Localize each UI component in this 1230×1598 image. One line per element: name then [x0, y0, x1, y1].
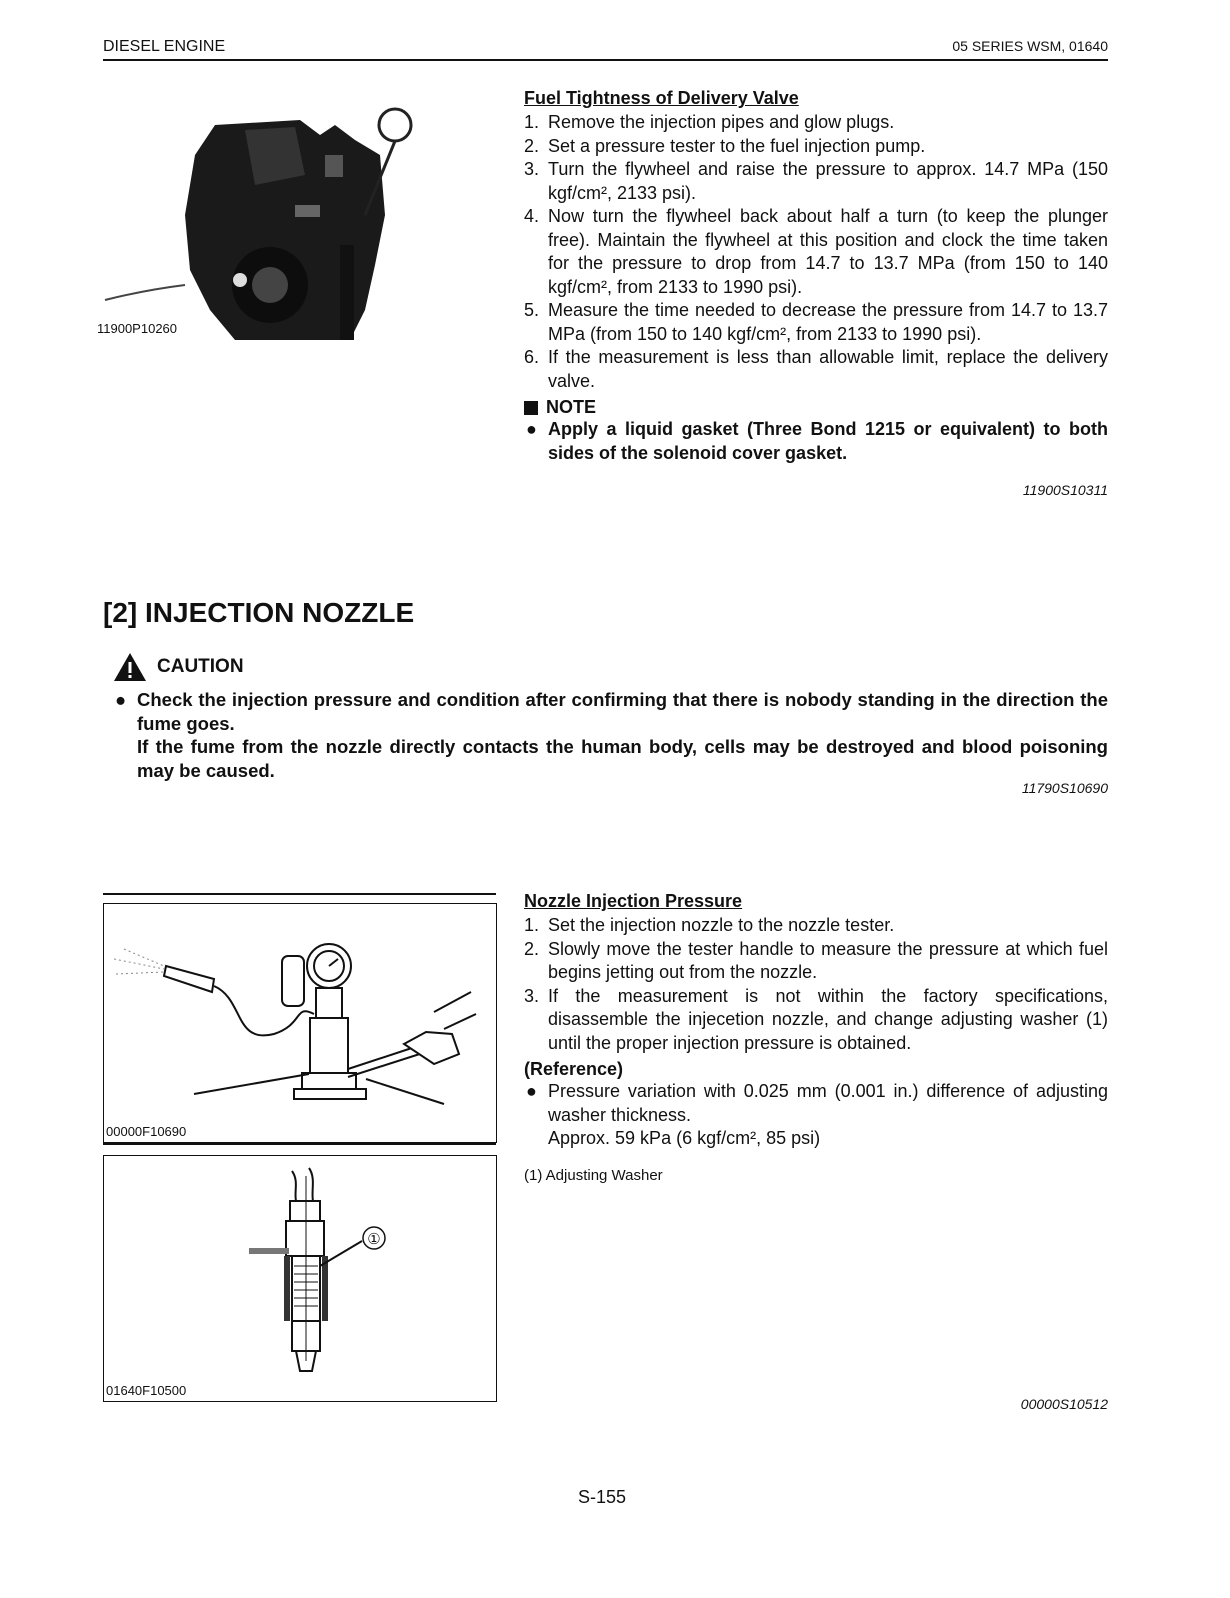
nozzle-pressure-code: 00000S10512: [1020, 1396, 1108, 1412]
step-item: 1. Set the injection nozzle to the nozzle tester.: [524, 915, 895, 935]
nozzle-section-drawing: [104, 1156, 496, 1401]
bullet-icon: ●: [526, 1081, 537, 1101]
step-item: 2. Slowly move the tester handle to measure the pressure at which fuel begins jetting out from the nozzle.: [524, 938, 1108, 982]
figure1-label: 11900P10260: [97, 321, 178, 336]
step-item: 1. Remove the injection pipes and glow plugs.: [524, 112, 895, 132]
reference-text: ● Pressure variation with 0.025 mm (0.001 in.) difference of adjusting washer thickness.: [526, 1081, 1108, 1125]
note-square-icon: [524, 401, 538, 415]
note-heading: NOTE: [524, 397, 1108, 418]
reference-label: (Reference): [524, 1059, 624, 1079]
bullet-icon: ●: [526, 419, 537, 439]
nozzle-pressure-section: [524, 891, 1108, 1184]
header-series: 05 SERIES WSM, 01640: [952, 38, 1108, 54]
nozzle-section-figure: [103, 1155, 497, 1402]
caution-text: ● Check the injection pressure and condition after confirming that there is nobody standing in the direction the fume goes.: [115, 689, 1108, 734]
delivery-valve-steps: [524, 111, 1108, 393]
bullet-icon: ●: [115, 689, 127, 710]
header-title: DIESEL ENGINE: [103, 38, 226, 55]
step-item: 2. Set a pressure tester to the fuel injection pump.: [524, 135, 926, 156]
step-item: 3. Turn the flywheel and raise the pressure to approx. 14.7 MPa (150 kgf/cm², 2133 psi).: [524, 159, 1108, 203]
nozzle-tester-figure: [103, 903, 497, 1143]
figure2-top-rule: [103, 893, 496, 895]
figure2-label: 00000F10690: [106, 1124, 187, 1139]
figure3-label: 01640F10500: [106, 1383, 187, 1398]
warning-triangle-icon: [113, 652, 147, 682]
delivery-valve-title: Fuel Tightness of Delivery Valve: [524, 88, 799, 108]
nozzle-tester-drawing: [104, 904, 496, 1142]
reference-value: Approx. 59 kPa (6 kgf/cm², 85 psi): [548, 1128, 821, 1148]
header-rule: [103, 59, 1108, 61]
note-text: ● Apply a liquid gasket (Three Bond 1215 or equivalent) to both sides of the solenoid cover gasket.: [526, 419, 1108, 463]
step-item: 3. If the measurement is not within the factory specifications, disassemble the injecetion nozzle, and change adjusting washer (1) until the proper injection pressure is obtained.: [524, 985, 1108, 1053]
step-item: 5. Measure the time needed to decrease the pressure from 14.7 to 13.7 MPa (from 150 to 140 kgf/cm², from 2133 to 1990 psi).: [524, 300, 1108, 344]
nozzle-pressure-steps: [524, 914, 1108, 1055]
delivery-valve-code: 11900S10311: [1022, 482, 1108, 498]
caution-text-2: If the fume from the nozzle directly contacts the human body, cells may be destroyed and blood poisoning may be caused.: [137, 736, 1108, 781]
caution-body: [113, 688, 1108, 782]
page-number: S-155: [578, 1487, 627, 1507]
section-heading: [2] INJECTION NOZZLE: [103, 597, 415, 628]
delivery-valve-section: [524, 88, 1108, 465]
step-item: 6. If the measurement is less than allowable limit, replace the delivery valve.: [524, 347, 1108, 391]
caution-code: 11790S10690: [1021, 780, 1108, 796]
figure-legend: (1) Adjusting Washer: [524, 1166, 663, 1184]
callout-number: ①: [367, 1231, 381, 1248]
figure2-bottom-rule: [103, 1143, 496, 1145]
engine-photo: [95, 95, 425, 350]
caution-heading: CAUTION: [113, 652, 244, 682]
engine-photo-figure: [95, 95, 425, 350]
step-item: 4. Now turn the flywheel back about half a turn (to keep the plunger free). Maintain the flywheel at this position and clock the time taken for the pressure to drop from 14.7 to 13.7 MPa (from 150 to 140 kgf/cm², from 2133 to 1990 psi).: [524, 206, 1108, 297]
nozzle-pressure-title: Nozzle Injection Pressure: [524, 891, 743, 911]
